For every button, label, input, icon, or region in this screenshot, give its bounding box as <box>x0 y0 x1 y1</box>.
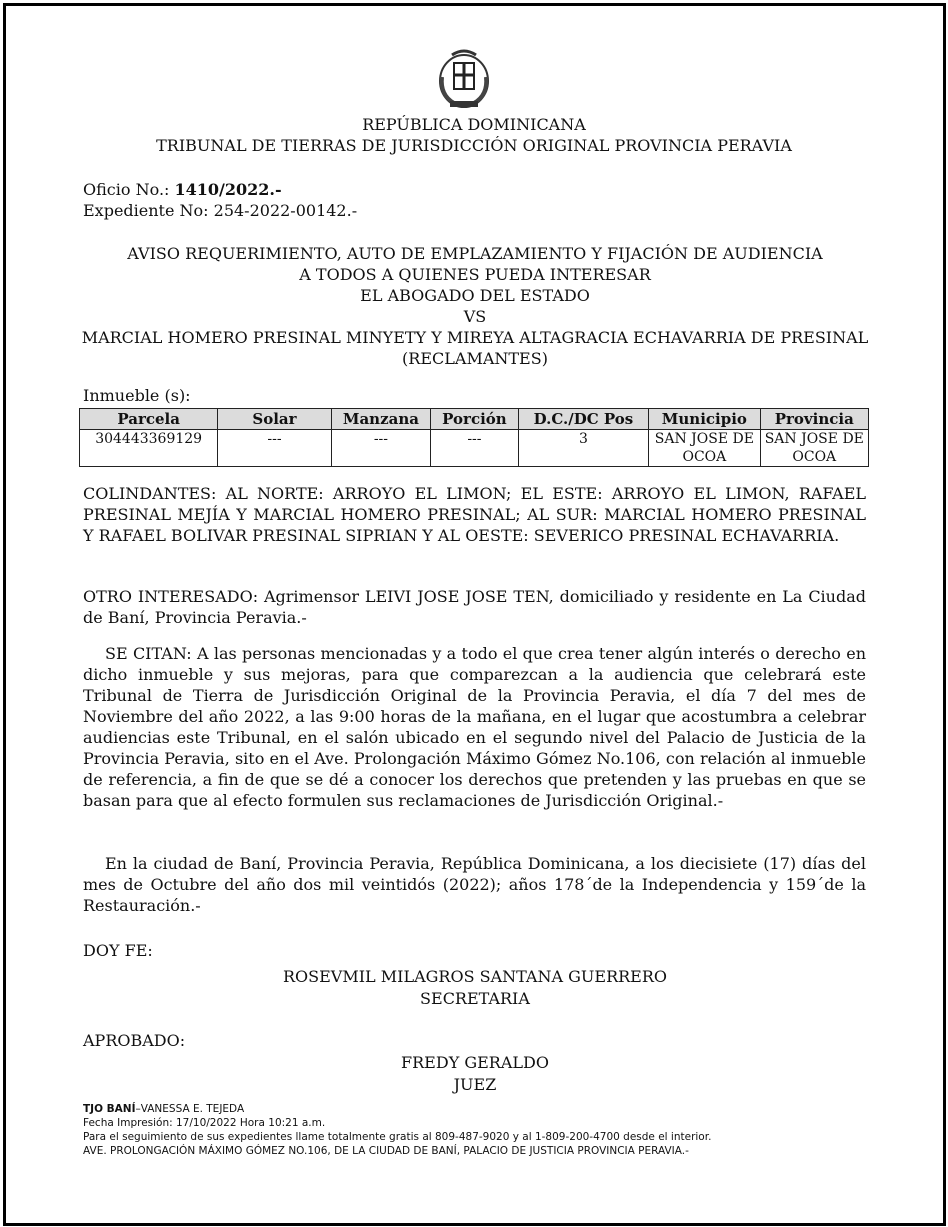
col-header: Municipio <box>649 409 760 430</box>
footer-phone-note: Para el seguimiento de sus expedientes llame totalmente gratis al 809-487-9020 y al 1-809-200-4700 desde el interior. <box>83 1131 712 1143</box>
footer-office-line <box>83 1103 883 1116</box>
inmueble-label: Inmueble (s): <box>83 386 191 405</box>
aprobado-label: APROBADO: <box>83 1031 186 1050</box>
col-header: Porción <box>431 409 519 430</box>
oficio-number: 1410/2022.- <box>174 180 282 199</box>
col-header: Provincia <box>760 409 868 430</box>
secretary-title: SECRETARIA <box>420 989 530 1008</box>
date-paragraph: En la ciudad de Baní, Provincia Peravia, República Dominicana, a los diecisiete (17) días del mes de Octubre del año dos mil veintidós (2022); años 178´de la Independencia y 159´de la Restauración.- <box>83 854 866 915</box>
expediente-line: Expediente No: 254-2022-00142.- <box>83 201 358 220</box>
col-header: Solar <box>218 409 331 430</box>
table-cell: --- <box>218 430 331 467</box>
footer-print-date: Fecha Impresión: 17/10/2022 Hora 10:21 a.m. <box>83 1117 326 1129</box>
colindantes-paragraph: COLINDANTES: AL NORTE: ARROYO EL LIMON; EL ESTE: ARROYO EL LIMON, RAFAEL PRESINAL MEJÍA Y MARCIAL HOMERO PRESINAL; AL SUR: MARCIAL HOMERO PRESINAL Y RAFAEL BOLIVAR PRESINAL SIPRIAN Y AL OESTE: SEVERICO PRESINAL ECHAVARRIA. <box>83 484 866 545</box>
header-court: TRIBUNAL DE TIERRAS DE JURISDICCIÓN ORIGINAL PROVINCIA PERAVIA <box>156 136 792 155</box>
otro-interesado-paragraph: OTRO INTERESADO: Agrimensor LEIVI JOSE JOSE TEN, domiciliado y residente en La Ciudad de Baní, Provincia Peravia.- <box>83 587 866 627</box>
table-cell: 3 <box>518 430 648 467</box>
table-header-row <box>80 409 869 430</box>
title-line-5: MARCIAL HOMERO PRESINAL MINYETY Y MIREYA ALTAGRACIA ECHAVARRIA DE PRESINAL (RECLAMANTES) <box>81 328 869 368</box>
col-header: Manzana <box>331 409 431 430</box>
judge-title: JUEZ <box>453 1075 497 1094</box>
title-line-3: EL ABOGADO DEL ESTADO <box>360 286 590 305</box>
title-line-1: AVISO REQUERIMIENTO, AUTO DE EMPLAZAMIENTO Y FIJACIÓN DE AUDIENCIA <box>127 244 823 263</box>
oficio-line <box>83 179 866 200</box>
footer-office: TJO BANÍ <box>83 1103 136 1115</box>
col-header: D.C./DC Pos <box>518 409 648 430</box>
header-country: REPÚBLICA DOMINICANA <box>362 115 586 134</box>
secretary-name: ROSEVMIL MILAGROS SANTANA GUERRERO <box>282 967 668 986</box>
judge-name: FREDY GERALDO <box>401 1053 549 1072</box>
table-row <box>80 430 869 467</box>
footer-clerk: –VANESSA E. TEJEDA <box>135 1103 245 1115</box>
title-line-2: A TODOS A QUIENES PUEDA INTERESAR <box>299 265 651 284</box>
notice-title <box>80 243 870 369</box>
col-header: Parcela <box>80 409 218 430</box>
table-cell: --- <box>431 430 519 467</box>
footer-address: AVE. PROLONGACIÓN MÁXIMO GÓMEZ NO.106, DE LA CIUDAD DE BANÍ, PALACIO DE JUSTICIA PROVINCIA PERAVIA.- <box>83 1145 689 1157</box>
oficio-label: Oficio No.: <box>83 180 170 199</box>
table-cell: --- <box>331 430 431 467</box>
table-cell: 304443369129 <box>80 430 218 467</box>
doy-fe-label: DOY FE: <box>83 941 153 960</box>
title-line-4: VS <box>463 307 487 326</box>
table-cell: SAN JOSE DE OCOA <box>760 430 868 467</box>
table-cell: SAN JOSE DE OCOA <box>649 430 760 467</box>
se-citan-paragraph: SE CITAN: A las personas mencionadas y a todo el que crea tener algún interés o derecho en dicho inmueble y sus mejoras, para que comparezcan a la audiencia que celebrará este Tribunal de Tierra de Jurisdicción Original de la Provincia Peravia, el día 7 del mes de Noviembre del año 2022, a las 9:00 horas de la mañana, en el lugar que acostumbra a celebrar audiencias este Tribunal, en el salón ubicado en el segundo nivel del Palacio de Justicia de la Provincia Peravia, sito en el Ave. Prolongación Máximo Gómez No.106, con relación al inmueble de referencia, a fin de que se dé a conocer los derechos que pretenden y las pruebas en que se basan para que al efecto formulen sus reclamaciones de Jurisdicción Original.- <box>83 644 866 810</box>
coat-of-arms-icon <box>436 47 492 111</box>
inmueble-table <box>79 408 869 467</box>
